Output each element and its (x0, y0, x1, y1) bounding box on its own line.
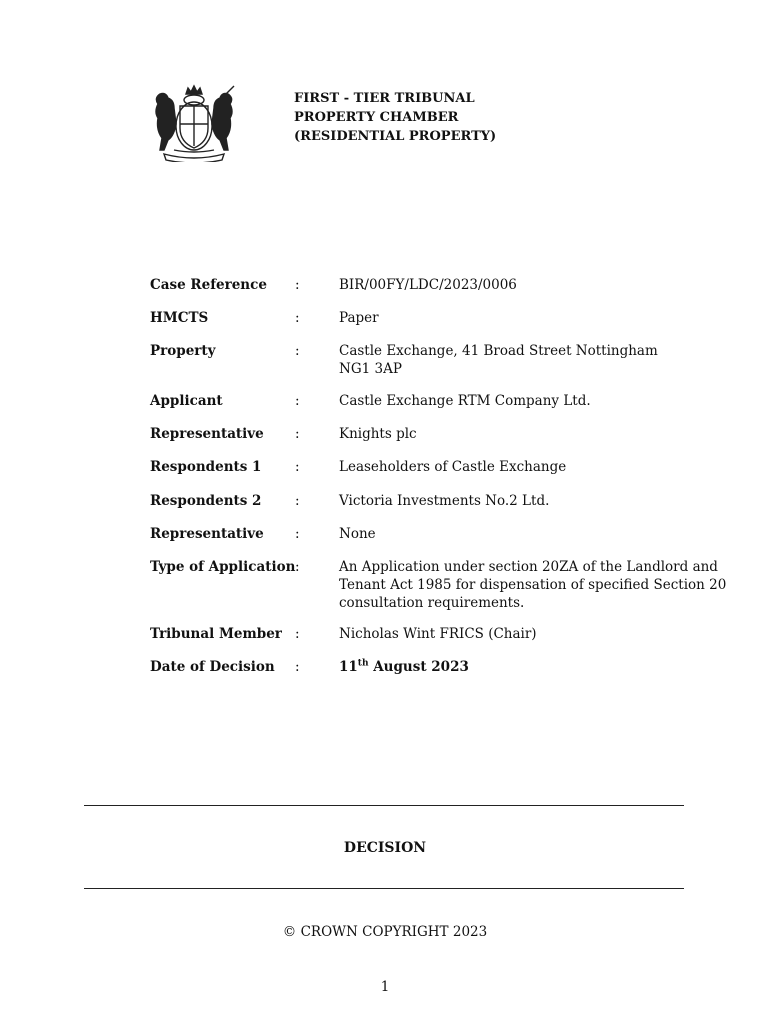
row-label: Case Reference (150, 277, 267, 293)
row-value (339, 309, 709, 327)
row-label: Date of Decision (150, 659, 275, 675)
copyright-notice: © CROWN COPYRIGHT 2023 (282, 924, 488, 940)
row-value (339, 392, 709, 410)
row-value (339, 525, 709, 543)
value-line: BIR/00FY/LDC/2023/0006 (339, 277, 517, 293)
row-colon: : (295, 426, 300, 442)
row-colon: : (295, 659, 300, 675)
royal-coat-of-arms-icon (150, 84, 238, 162)
value-line: Knights plc (339, 426, 417, 442)
value-line: NG1 3AP (339, 361, 402, 377)
top-divider (84, 805, 684, 806)
value-line: Tenant Act 1985 for dispensation of specified Section 20 (339, 577, 727, 593)
header-line-2: PROPERTY CHAMBER (294, 110, 459, 125)
value-line: consultation requirements. (339, 595, 525, 611)
value-line: Castle Exchange, 41 Broad Street Nottingham (339, 343, 658, 359)
row-label: Representative (150, 426, 264, 442)
row-label: Representative (150, 526, 264, 542)
page-number: 1 (380, 979, 390, 995)
row-label: Tribunal Member (150, 626, 282, 642)
row-colon: : (295, 343, 300, 359)
value-line: Nicholas Wint FRICS (Chair) (339, 626, 537, 642)
value-line: None (339, 526, 376, 542)
date-day: 11 (339, 659, 358, 675)
row-value (339, 276, 709, 294)
row-label: Type of Application (150, 559, 296, 575)
decision-date (339, 658, 709, 676)
row-value (339, 558, 727, 612)
row-label: Applicant (150, 393, 223, 409)
row-value (339, 342, 709, 378)
row-colon: : (295, 493, 300, 509)
row-value (339, 492, 709, 510)
header-line-1: FIRST - TIER TRIBUNAL (294, 91, 475, 106)
row-colon: : (295, 310, 300, 326)
row-colon: : (295, 526, 300, 542)
value-line: Paper (339, 310, 379, 326)
row-label: Property (150, 343, 216, 359)
row-label: HMCTS (150, 310, 209, 326)
row-colon: : (295, 277, 300, 293)
row-label: Respondents 1 (150, 459, 262, 475)
row-colon: : (295, 393, 300, 409)
value-line: Castle Exchange RTM Company Ltd. (339, 393, 591, 409)
row-label: Respondents 2 (150, 493, 262, 509)
tribunal-header (294, 89, 496, 146)
value-line: An Application under section 20ZA of the Landlord and (339, 559, 718, 575)
bottom-divider (84, 888, 684, 889)
row-colon: : (295, 459, 300, 475)
header-line-3: (RESIDENTIAL PROPERTY) (294, 129, 497, 144)
date-rest: August 2023 (368, 659, 469, 675)
row-value (339, 425, 709, 443)
value-line: Victoria Investments No.2 Ltd. (339, 493, 550, 509)
decision-title: DECISION (343, 840, 427, 856)
value-line: Leaseholders of Castle Exchange (339, 459, 567, 475)
row-colon: : (295, 626, 300, 642)
row-colon: : (295, 559, 300, 575)
row-value (339, 625, 709, 643)
date-suffix: th (357, 658, 369, 669)
row-value (339, 458, 709, 476)
